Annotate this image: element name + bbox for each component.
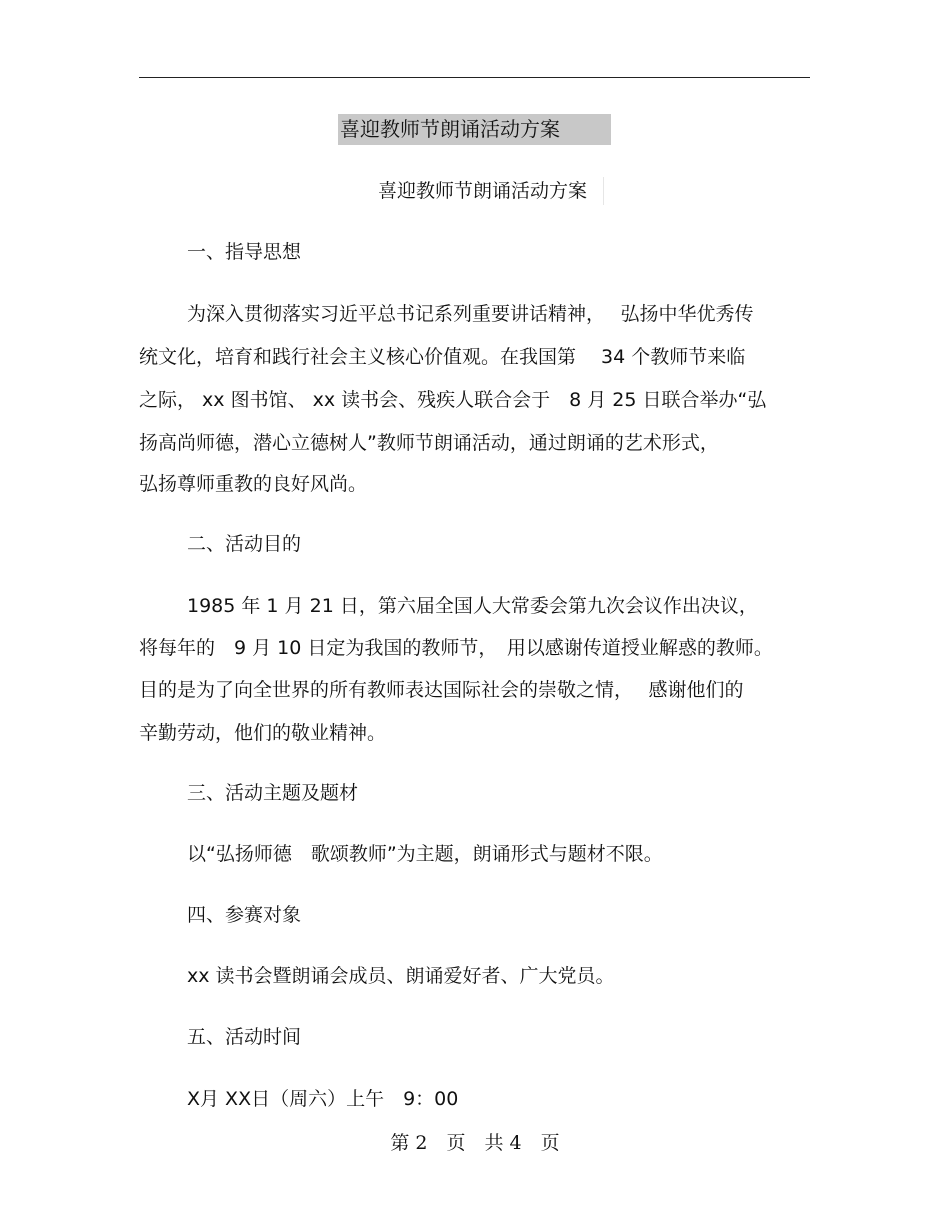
document-subtitle: 喜迎教师节朗诵活动方案: [378, 177, 604, 205]
paragraph-line: 之际， xx 图书馆、 xx 读书会、残疾人联合会于 8 月 25 日联合举办“弘: [139, 389, 767, 411]
section-heading-time: 五、活动时间: [187, 1026, 302, 1048]
document-title: 喜迎教师节朗诵活动方案: [338, 114, 611, 145]
paragraph-line: 统文化，培育和践行社会主义核心价值观。在我国第 34 个教师节来临: [139, 346, 746, 368]
paragraph-line: X月 XX日（周六）上午 9：00: [187, 1088, 459, 1110]
paragraph-line: 将每年的 9 月 10 日定为我国的教师节， 用以感谢传道授业解惑的教师。: [139, 637, 773, 659]
section-heading-purpose: 二、活动目的: [187, 533, 302, 555]
section-heading-participants: 四、参赛对象: [187, 904, 302, 926]
paragraph-line: 1985 年 1 月 21 日，第六届全国人大常委会第九次会议作出决议，: [187, 595, 758, 617]
paragraph-line: 辛勤劳动，他们的敬业精神。: [139, 722, 387, 744]
page-number-footer: 第 2 页 共 4 页: [390, 1132, 560, 1154]
section-heading-guiding-ideology: 一、指导思想: [187, 241, 302, 263]
header-rule: [139, 77, 810, 78]
paragraph-line: 扬高尚师德，潜心立德树人”教师节朗诵活动，通过朗诵的艺术形式，: [139, 432, 719, 454]
section-heading-theme: 三、活动主题及题材: [187, 782, 359, 804]
paragraph-line: 为深入贯彻落实习近平总书记系列重要讲话精神， 弘扬中华优秀传: [187, 303, 754, 325]
paragraph-line: xx 读书会暨朗诵会成员、朗诵爱好者、广大党员。: [187, 965, 615, 987]
paragraph-line: 目的是为了向全世界的所有教师表达国际社会的崇敬之情， 感谢他们的: [139, 679, 744, 701]
paragraph-line: 弘扬尊师重教的良好风尚。: [139, 473, 368, 495]
paragraph-line: 以“弘扬师德 歌颂教师”为主题，朗诵形式与题材不限。: [187, 843, 663, 865]
